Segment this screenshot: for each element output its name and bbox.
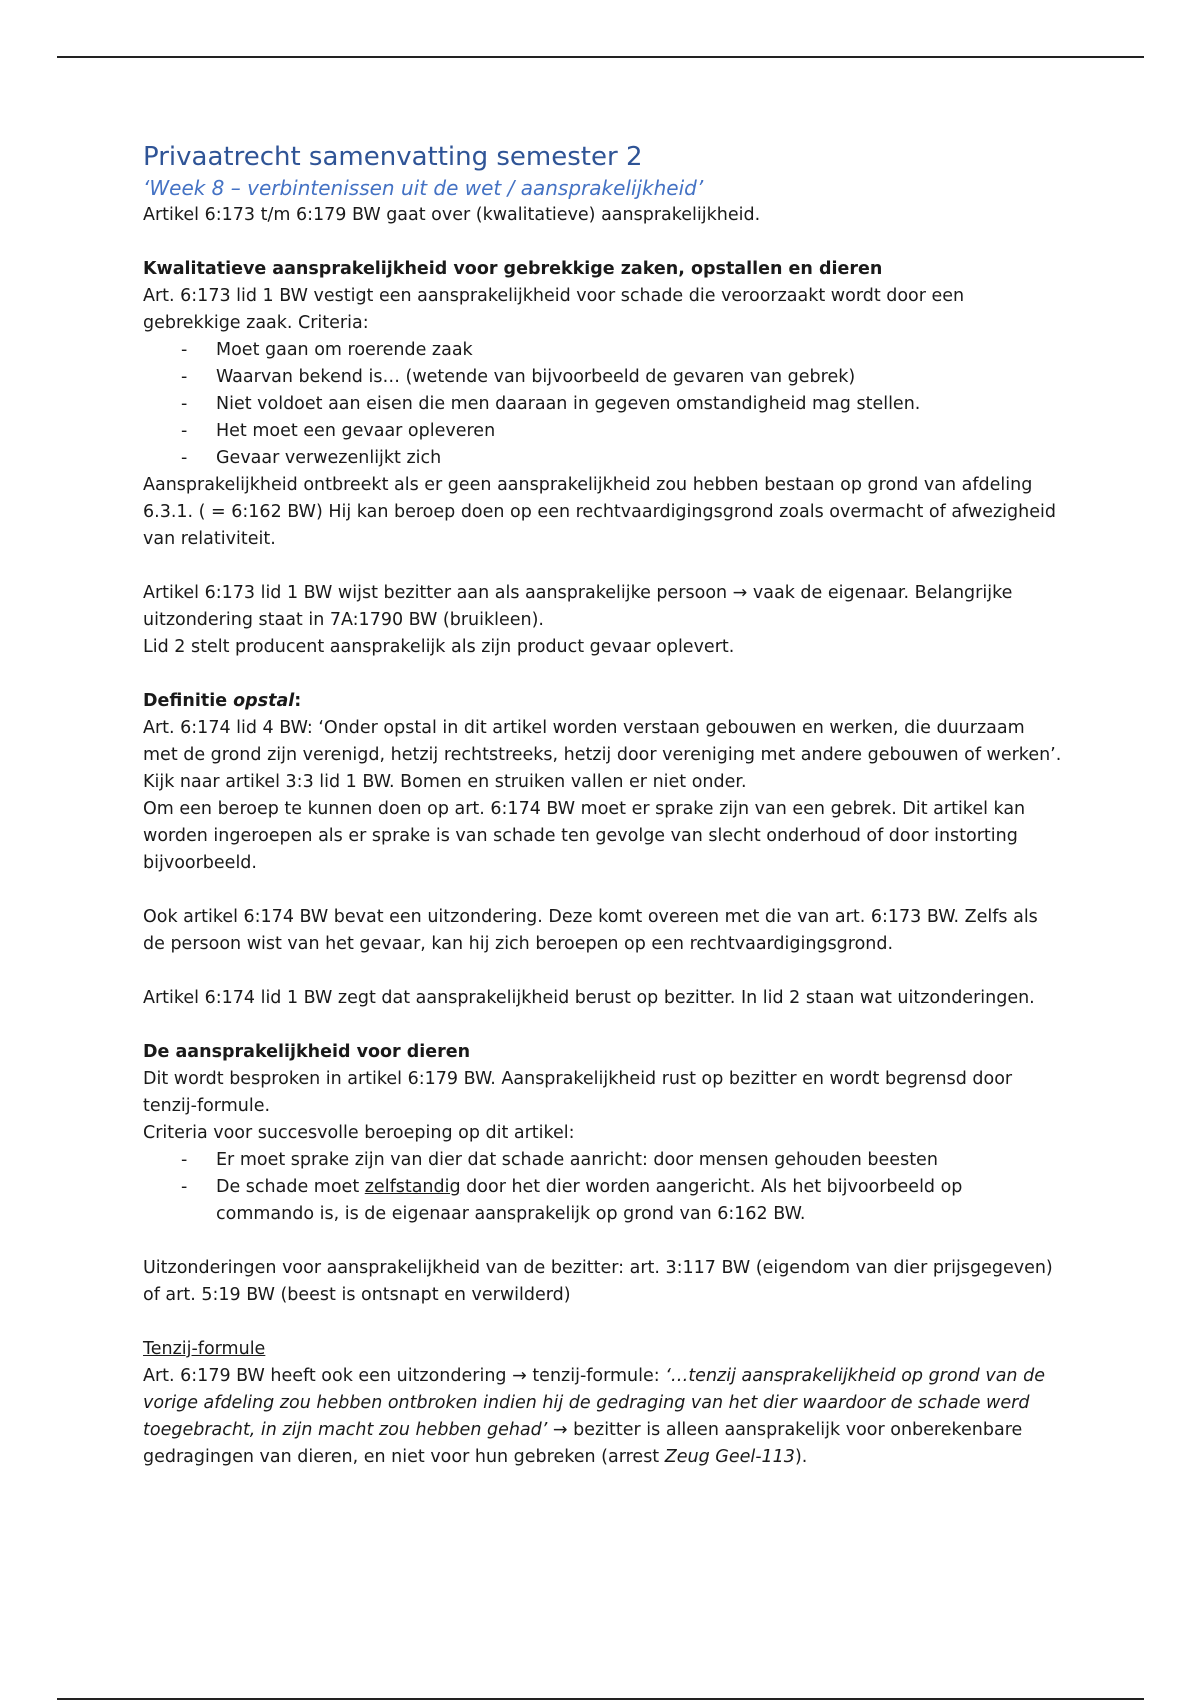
list-item: - Waarvan bekend is… (wetende van bijvoorbeeld de gevaren van gebrek) (143, 364, 1063, 391)
paragraph: Art. 6:174 lid 4 BW: ‘Onder opstal in dit artikel worden verstaan gebouwen en werken, die duurzaam met de grond zijn verenigd, hetzij rechtstreeks, hetzij door vereniging met andere gebouwen of werken’. Kijk naar artikel 3:3 lid 1 BW. Bomen en struiken vallen er niet onder. (143, 718, 1062, 792)
text-run: door het dier worden aangericht. Als het bijvoorbeeld op commando is, is de eigenaar aansprakelijk op grond van 6:162 BW. (216, 1177, 963, 1224)
document-subtitle: ‘Week 8 – verbintenissen uit de wet / aansprakelijkheid’ (143, 176, 704, 200)
text-run: ). (794, 1447, 808, 1467)
list-item: - Moet gaan om roerende zaak (143, 337, 1063, 364)
paragraph: Artikel 6:174 lid 1 BW zegt dat aansprakelijkheid berust op bezitter. In lid 2 staan wat uitzonderingen. (143, 988, 1035, 1008)
paragraph: Lid 2 stelt producent aansprakelijk als zijn product gevaar oplevert. (143, 637, 735, 657)
heading-part: Definitie (143, 691, 234, 711)
spacer (143, 229, 1063, 256)
heading-part-italic: opstal (233, 691, 295, 711)
document-body (143, 140, 1063, 1471)
underlined-term: zelfstandig (364, 1177, 461, 1197)
italic-quote: ‘…tenzij aansprakelijkheid op grond van de vorige afdeling zou hebben ontbroken indien hij de gedraging van het dier waardoor de schade werd toegebracht, in zijn macht zou hebben gehad’ (143, 1366, 1045, 1440)
intro-paragraph: Artikel 6:173 t/m 6:179 BW gaat over (kwalitatieve) aansprakelijkheid. (143, 205, 761, 225)
paragraph: Artikel 6:173 lid 1 BW wijst bezitter aan als aansprakelijke persoon → vaak de eigenaar. Belangrijke uitzondering staat in 7A:1790 BW (bruikleen). (143, 583, 1013, 630)
section-heading-tenzij: Tenzij-formule (143, 1339, 266, 1359)
list-item (143, 1174, 1063, 1228)
text-run: → bezitter is alleen aansprakelijk voor onberekenbare gedragingen van dieren, en niet voor hun gebreken (arrest (143, 1420, 1023, 1467)
paragraph: Ook artikel 6:174 BW bevat een uitzondering. Deze komt overeen met die van art. 6:173 BW. Zelfs als de persoon wist van het gevaar, kan hij zich beroepen op een rechtvaardigingsgrond. (143, 907, 1038, 954)
paragraph: Uitzonderingen voor aansprakelijkheid van de bezitter: art. 3:117 BW (eigendom van dier prijsgegeven) of art. 5:19 BW (beest is ontsnapt en verwilderd) (143, 1258, 1053, 1305)
paragraph: Art. 6:173 lid 1 BW vestigt een aansprakelijkheid voor schade die veroorzaakt wordt door een gebrekkige zaak. Criteria: (143, 286, 965, 333)
paragraph: Criteria voor succesvolle beroeping op dit artikel: (143, 1123, 575, 1143)
section-heading-dieren: De aansprakelijkheid voor dieren (143, 1042, 471, 1062)
section-heading-kwalitatieve: Kwalitatieve aansprakelijkheid voor gebrekkige zaken, opstallen en dieren (143, 259, 883, 279)
spacer (143, 553, 1063, 580)
paragraph (143, 1363, 1063, 1471)
criteria-list (143, 337, 1063, 472)
header-rule (57, 56, 1144, 58)
list-item: - Het moet een gevaar opleveren (143, 418, 1063, 445)
document-title: Privaatrecht samenvatting semester 2 (143, 142, 643, 172)
italic-case-name: Zeug Geel-113 (664, 1447, 795, 1467)
paragraph: Aansprakelijkheid ontbreekt als er geen aansprakelijkheid zou hebben bestaan op grond van afdeling 6.3.1. ( = 6:162 BW) Hij kan beroep doen op een rechtvaardigingsgrond zoals overmacht of afwezigheid van relativiteit. (143, 475, 1056, 549)
spacer (143, 1012, 1063, 1039)
list-item: - Gevaar verwezenlijkt zich (143, 445, 1063, 472)
spacer (143, 661, 1063, 688)
spacer (143, 877, 1063, 904)
spacer (143, 1228, 1063, 1255)
heading-part: : (294, 691, 302, 711)
spacer (143, 1309, 1063, 1336)
spacer (143, 958, 1063, 985)
text-run: Art. 6:179 BW heeft ook een uitzondering → tenzij-formule: (143, 1366, 666, 1386)
list-item: - Niet voldoet aan eisen die men daaraan in gegeven omstandigheid mag stellen. (143, 391, 1063, 418)
paragraph: Om een beroep te kunnen doen op art. 6:174 BW moet er sprake zijn van een gebrek. Dit artikel kan worden ingeroepen als er sprake is van schade ten gevolge van slecht onderhoud of door instorting bijvoorbeeld. (143, 799, 1026, 873)
paragraph: Dit wordt besproken in artikel 6:179 BW. Aansprakelijkheid rust op bezitter en wordt begrensd door tenzij-formule. (143, 1069, 1013, 1116)
list-item: - Er moet sprake zijn van dier dat schade aanricht: door mensen gehouden beesten (143, 1147, 1063, 1174)
text-run: De schade moet (216, 1177, 365, 1197)
criteria-list (143, 1147, 1063, 1228)
section-heading-opstal (143, 688, 1063, 715)
